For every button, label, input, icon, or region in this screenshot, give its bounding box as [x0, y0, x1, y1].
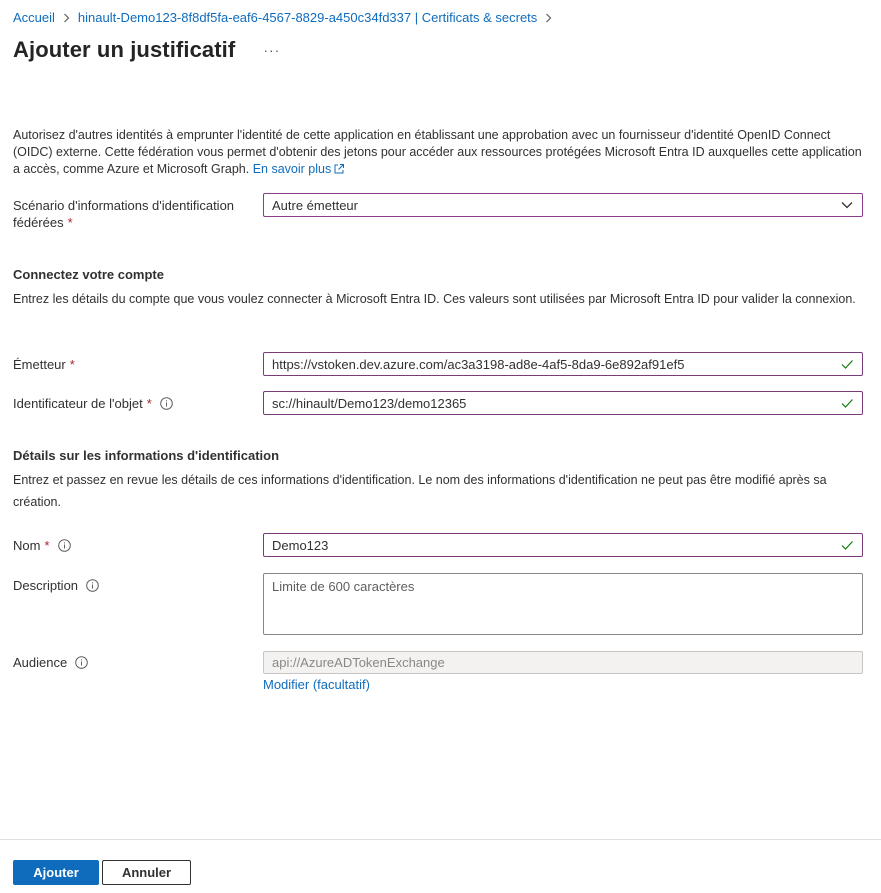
- subject-label: [13, 395, 173, 412]
- issuer-input[interactable]: [263, 352, 863, 376]
- check-icon: [840, 396, 854, 410]
- required-mark: *: [67, 215, 73, 230]
- intro-description: Autorisez d'autres identités à emprunter l'identité de cette application en établissant une approbation avec un fournisseur d'identité OpenID Connect (OIDC) externe. Cette fédération vous permet d'obtenir des jetons pour accéder aux ressources protégées Microsoft Entra ID auxquelles cette application a accès, comme Azure et Microsoft Graph.: [13, 128, 862, 176]
- intro-text: [13, 127, 863, 178]
- scenario-select[interactable]: [263, 193, 863, 217]
- add-button[interactable]: Ajouter: [13, 860, 99, 885]
- name-label-text: Nom: [13, 538, 41, 553]
- subject-input-value: sc://hinault/Demo123/demo12365: [272, 395, 467, 411]
- issuer-label: [13, 356, 75, 373]
- page-title: Ajouter un justificatif: [13, 37, 236, 62]
- name-input[interactable]: [263, 533, 863, 557]
- account-section-title: Connectez votre compte: [13, 267, 164, 282]
- scenario-select-value: Autre émetteur: [272, 197, 358, 213]
- description-label-text: Description: [13, 578, 79, 593]
- info-icon[interactable]: [75, 656, 88, 669]
- edit-audience-link[interactable]: Modifier (facultatif): [263, 677, 370, 692]
- audience-label-text: Audience: [13, 655, 68, 670]
- external-link-icon: [333, 163, 345, 175]
- subject-label-text: Identificateur de l'objet: [13, 396, 143, 411]
- check-icon: [840, 538, 854, 552]
- audience-input: api://AzureADTokenExchange: [263, 651, 863, 674]
- subject-input[interactable]: [263, 391, 863, 415]
- learn-more-label: En savoir plus: [252, 162, 332, 176]
- required-mark: *: [44, 538, 50, 553]
- name-label: [13, 537, 71, 554]
- issuer-input-value: https://vstoken.dev.azure.com/ac3a3198-ad8e-4af5-8da9-6e892af91ef5: [272, 356, 685, 372]
- learn-more-link[interactable]: [253, 162, 346, 176]
- name-input-value: Demo123: [272, 537, 329, 553]
- footer-divider: [0, 839, 881, 840]
- credential-section-description: Entrez et passez en revue les détails de ces informations d'identification. Le nom des informations d'identification ne peut pas être modifié après sa création.: [13, 473, 827, 509]
- info-icon[interactable]: [86, 579, 99, 592]
- description-textarea[interactable]: Limite de 600 caractères: [263, 573, 863, 635]
- description-label: [13, 577, 99, 594]
- scenario-label-line1: Scénario d'informations d'identification: [13, 198, 235, 213]
- breadcrumb-app-link[interactable]: hinault-Demo123-8f8df5fa-eaf6-4567-8829-a450c34fd337 | Certificats & secrets: [77, 10, 538, 25]
- title-row: [13, 37, 284, 63]
- issuer-label-text: Émetteur: [13, 357, 66, 372]
- breadcrumb: [13, 10, 560, 25]
- cancel-button[interactable]: Annuler: [102, 860, 191, 885]
- chevron-right-icon: [545, 13, 552, 23]
- info-icon[interactable]: [160, 397, 173, 410]
- info-icon[interactable]: [58, 539, 71, 552]
- scenario-label-line2: fédérées: [13, 215, 64, 230]
- audience-label: [13, 654, 88, 671]
- check-icon: [840, 357, 854, 371]
- chevron-right-icon: [63, 13, 70, 23]
- scenario-label-line2-row: [13, 214, 234, 231]
- breadcrumb-home-link[interactable]: Accueil: [13, 10, 55, 25]
- credential-section-title: Détails sur les informations d'identification: [13, 448, 280, 463]
- scenario-label: [13, 197, 234, 231]
- more-options-button[interactable]: ···: [263, 42, 281, 58]
- chevron-down-icon: [840, 198, 854, 212]
- required-mark: *: [146, 396, 152, 411]
- required-mark: *: [69, 357, 75, 372]
- account-section-description: Entrez les détails du compte que vous voulez connecter à Microsoft Entra ID. Ces valeurs sont utilisées par Microsoft Entra ID pour valider la connexion.: [13, 292, 856, 306]
